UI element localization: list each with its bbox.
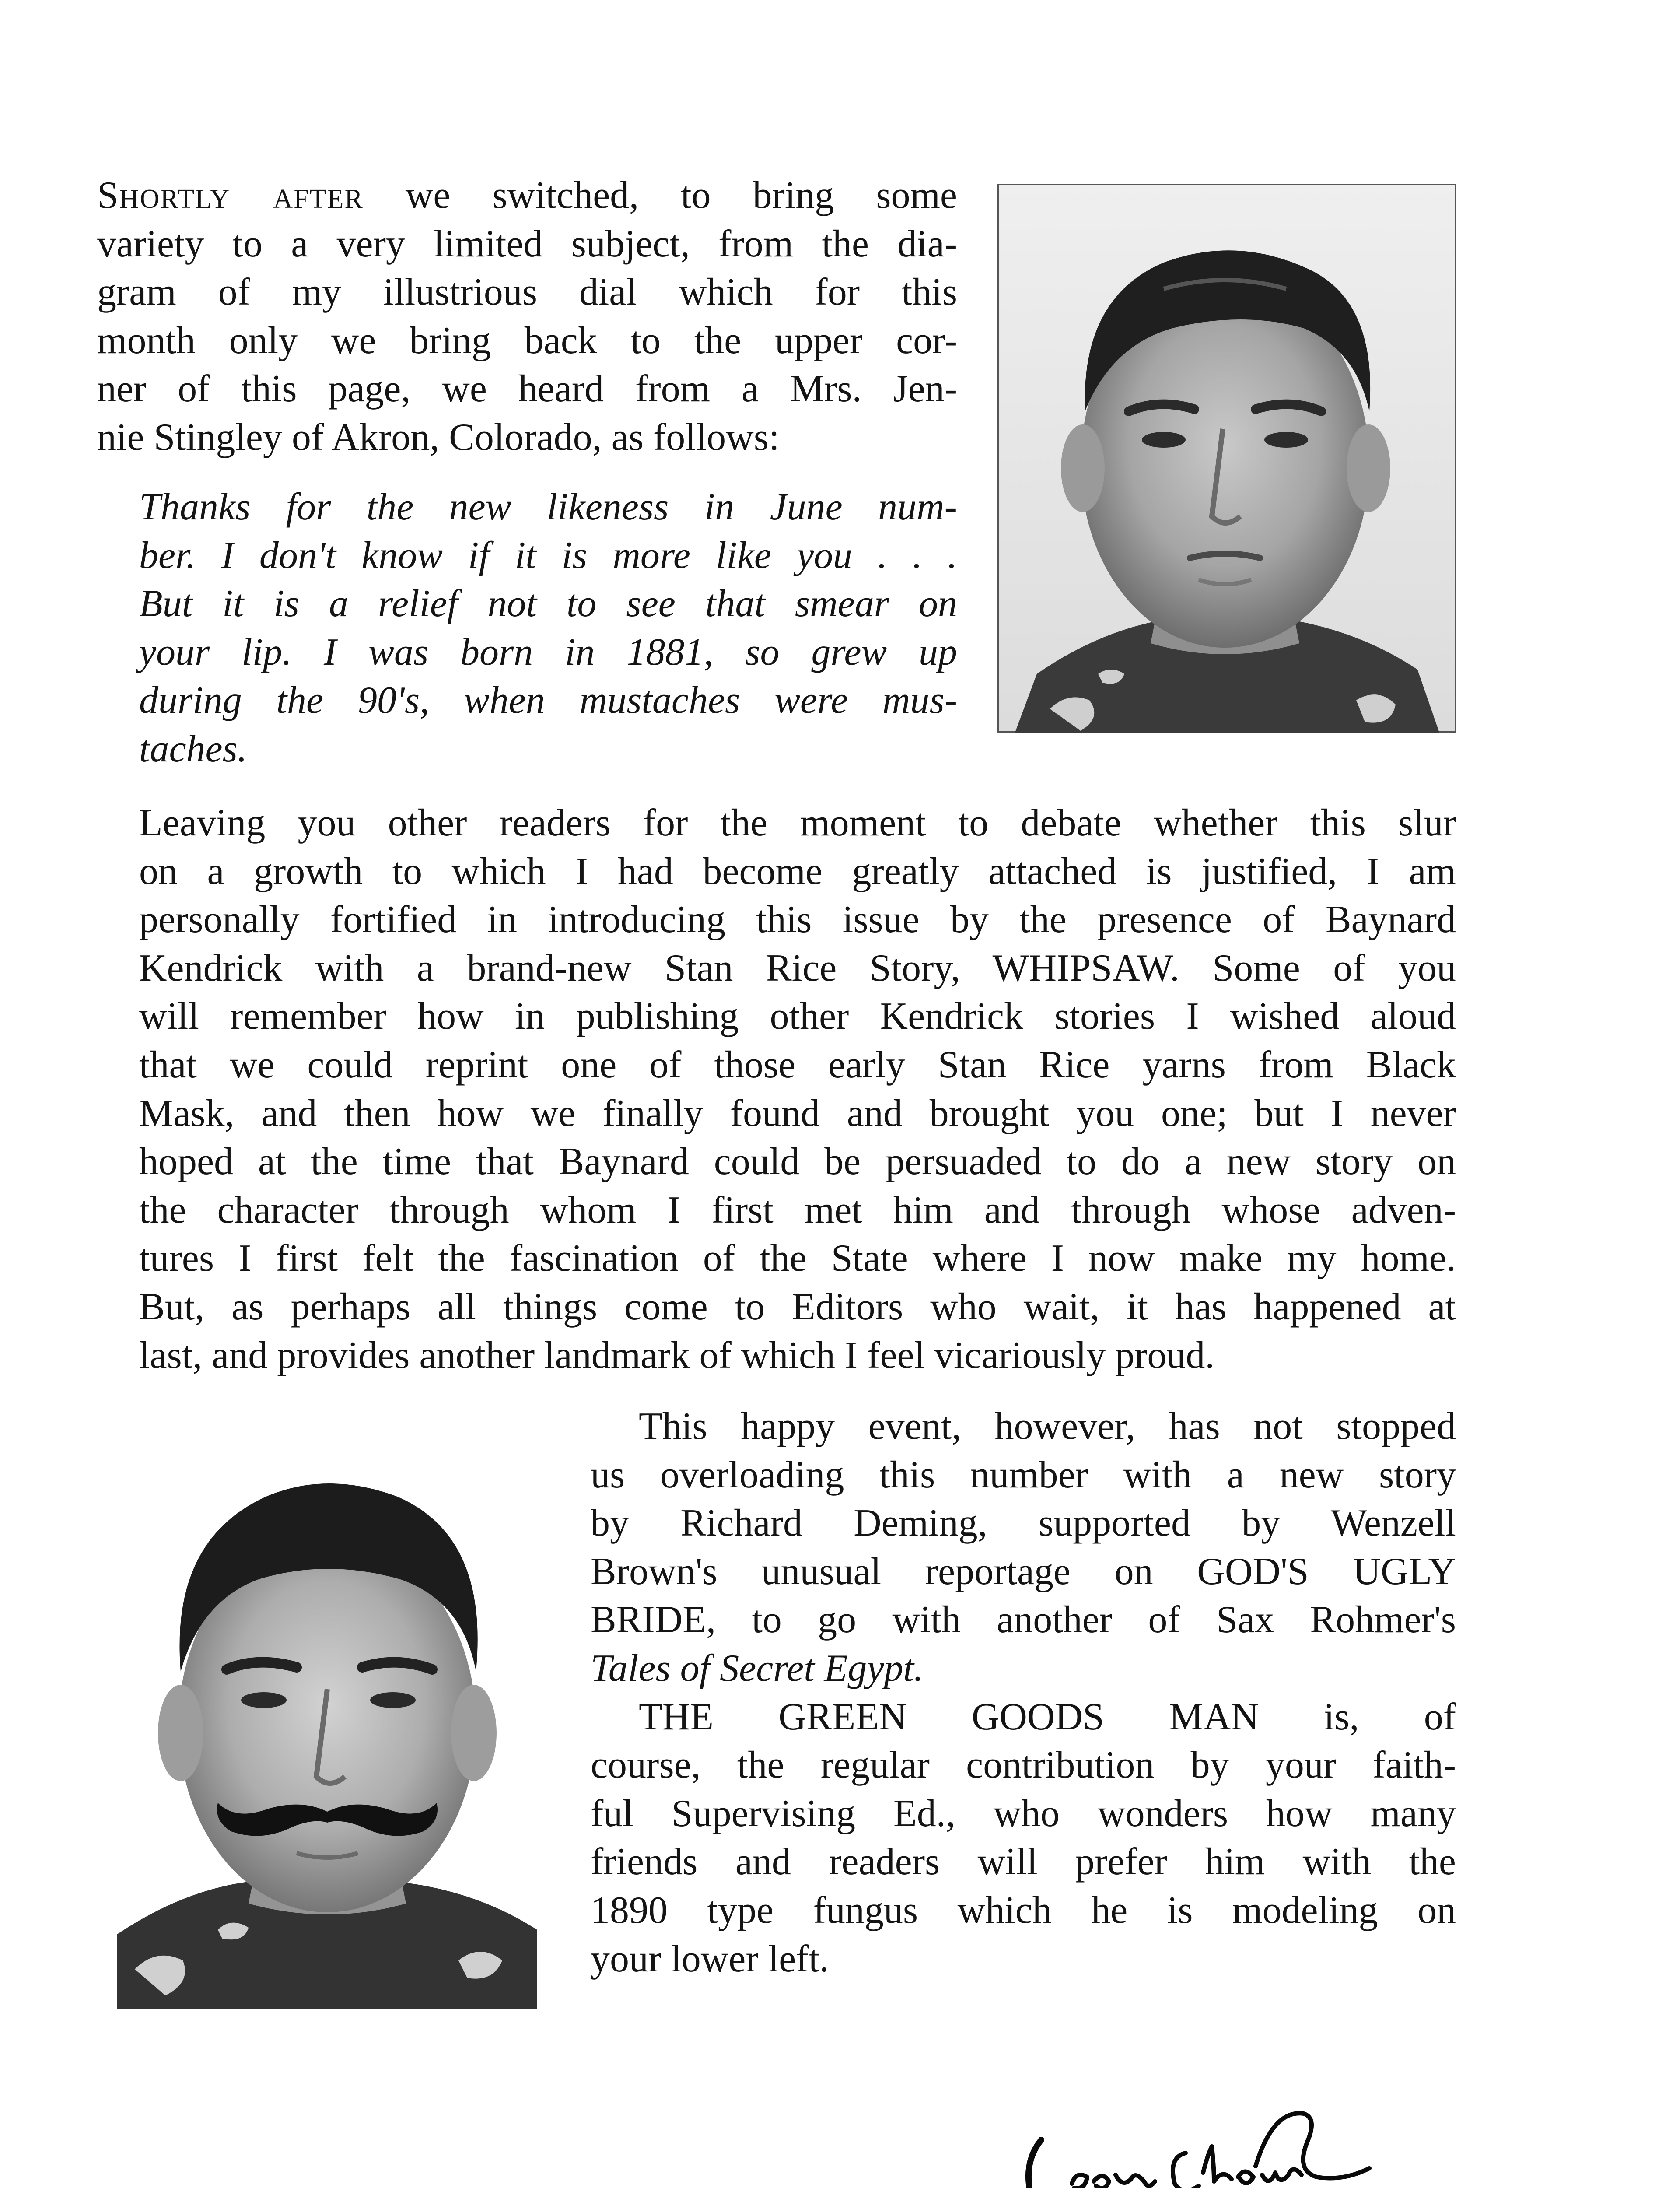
portrait-photo-bottom bbox=[117, 1427, 537, 2009]
intro-lead: Shortly after bbox=[97, 174, 364, 217]
portrait-bottom-image bbox=[117, 1427, 537, 2009]
portrait-top-image bbox=[998, 184, 1456, 733]
portrait-photo-top bbox=[998, 184, 1456, 733]
quoted-letter: Thanks for the new likeness in June num- ber. I don't know if it is more like you . . . But it is a relief not to see that smear on your lip. I was born in 1881, so grew up during the 90's, when mustaches were mus- taches. bbox=[139, 486, 957, 770]
main-paragraph: Leaving you other readers for the moment to debate whether this slur on a growth to which I had become greatly attached is justified, I am personally fortified in introducing this issue by the presence of Baynard Kendrick with a brand-new Stan Rice Story, WHIPSAW. Some of you will remember how in publishing other Kendrick stories I wished aloud that we could reprint one of those early Stan Rice yarns from Black Mask, and then how we finally found and brought you one; but I never hoped at the time that Baynard could be persuaded to do a new story on the character through whom I first met him and through whose adven- tures I first felt the fascination of the State where I now make my home. But, as perhaps all things come to Editors who wait, it has happened at last, and provides another landmark of which I feel vicariously proud. bbox=[139, 802, 1456, 1377]
signature bbox=[1011, 2083, 1431, 2188]
closing-paragraphs: This happy event, however, has not stopped us overloading this number with a new story by Richard Deming, supported by Wenzell Brown's unusual reportage on GOD'S UGLY BRIDE, to go with another of Sax Rohmer's Tales of Secret Egypt. THE GREEN GOODS MAN is, of course, the regular contribution by your faith- ful Supervising Ed., who wonders how many friends and readers will prefer him with the 1890 type fungus which he is modeling on your lower left. bbox=[591, 1405, 1456, 1980]
intro-paragraph: Shortly after we switched, to bring some variety to a very limited subject, from the dia- gram of my illustrious dial which for this month only we bring back to the upper cor- ner of this page, we heard from a Mrs. Jen- nie Stingley of Akron, Colorado, as follows: bbox=[97, 174, 957, 459]
signature-image bbox=[1011, 2083, 1431, 2188]
